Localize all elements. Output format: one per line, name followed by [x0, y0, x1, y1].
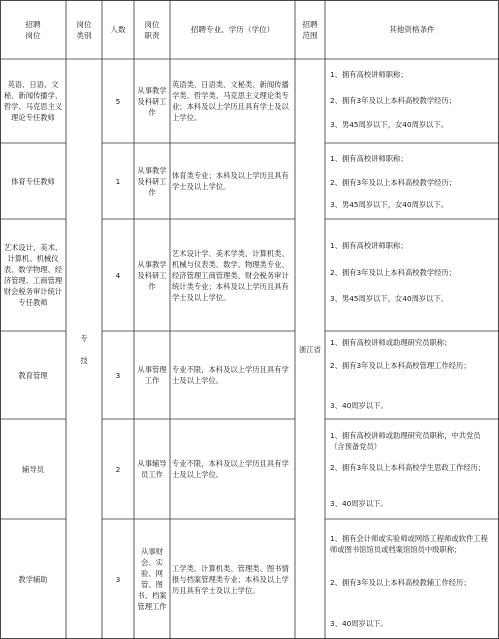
requirement-line: 3、40周岁以下。 [330, 619, 388, 628]
category-cell: 专 技 [80, 333, 88, 365]
row-duty-cell: 从事财会、实验、网管、图书、档案管理工作 [137, 547, 167, 611]
requirement-line: 2、拥有3年及以上本科高校教学经历； [330, 178, 457, 187]
requirement-line: 1、拥有会计师或实验师或网络工程师或软件工程师或图书馆馆员或档案馆馆员中级职称； [330, 534, 488, 554]
row-duty-cell: 从事管理工作 [137, 365, 167, 385]
row-major-cell: 艺术设计学、美术学类、计算机类、机械与仪表类、数学、物理类专业、经济管理工商管理类、财会税务审计统计类专业；本科及以上学历且具有学士及以上学位。 [172, 248, 289, 302]
requirement-line: 3、男45周岁以下，女40周岁以下。 [330, 120, 449, 129]
requirement-line: 3、男45周岁以下，女40周岁以下。 [330, 200, 449, 209]
requirement-line: 1、拥有高校讲师职称； [330, 154, 408, 163]
row-position-cell: 教学辅助 [18, 574, 48, 584]
header-major-education: 招聘专业、学历（学位） [190, 25, 275, 34]
requirement-line: 2、拥有3年及以上本科高校教学经历； [330, 96, 457, 105]
header-duty: 岗位 职责 [144, 19, 160, 40]
requirement-line: 3、男45周岁以下，女40周岁以下。 [330, 294, 449, 303]
scope-cell: 浙江省 [299, 344, 321, 354]
requirement-line: 2、拥有3年及以上本科高校学生思政工作经历； [330, 463, 486, 472]
row-duty-cell: 从事教学及科研工作 [137, 259, 167, 291]
row-count-cell: 5 [115, 96, 121, 106]
header-position: 招聘 岗位 [25, 19, 41, 40]
requirement-line: 1、拥有高校讲师职称； [330, 70, 408, 79]
row-count-cell: 4 [115, 270, 121, 280]
requirement-line: 1、拥有高校讲师或助理研究员职称； [330, 338, 452, 347]
row-major-cell: 专业不限，本科及以上学历且具有学士及以上学位。 [172, 365, 289, 385]
row-count-cell: 1 [115, 176, 121, 186]
row-major-cell: 专业不限，本科及以上学历且具有学士及以上学位。 [172, 459, 289, 479]
header-count: 人数 [110, 25, 126, 34]
row-position-cell: 英语、日语、文秘、新闻传播学、哲学、马克思主义理论专任教师 [3, 80, 63, 122]
requirement-line: 2、拥有3年及以上本科高校教学经历； [330, 268, 457, 277]
row-position-cell: 辅导员 [22, 464, 44, 474]
requirement-line: 1、拥有高校讲师职称； [330, 241, 408, 250]
row-major-cell: 工学类、计算机类、管理类、图书情报与档案管理类专业；本科及以上学历且具有学士及以上学位。 [172, 563, 289, 595]
requirement-line: 3、40周岁以下。 [330, 499, 388, 508]
requirement-line: 3、40周岁以下。 [330, 401, 388, 410]
row-count-cell: 3 [115, 370, 121, 380]
requirement-line: 2、拥有3年及以上本科高校管理工作经历； [330, 361, 471, 370]
row-count-cell: 3 [115, 574, 121, 584]
row-position-cell: 艺术设计、美术、计算机、机械仪表、数学物理、经济管理、工商管理财会税务审计统计专任教师 [3, 243, 63, 307]
row-major-cell: 英语类、日语类、文秘类、新闻传播学类、哲学类、马克思主义理论类专业；本科及以上学历且具有学士及以上学位。 [172, 80, 289, 122]
header-other-requirements: 其他资格条件 [389, 25, 435, 34]
header-scope: 招聘 范围 [302, 19, 318, 40]
row-major-cell: 体育类专业；本科及以上学历且具有学士及以上学位。 [172, 171, 289, 191]
header-category: 岗位 类别 [76, 19, 92, 40]
requirement-line: 2、拥有3年及以上本科高校教辅工作经历； [330, 578, 471, 587]
row-duty-cell: 从事教学及科研工作 [137, 165, 167, 197]
row-position-cell: 教育管理 [18, 370, 48, 380]
row-duty-cell: 从事教学及科研工作 [137, 85, 167, 117]
requirement-line: 1、拥有高校讲师或助理研究员职称，中共党员（含预备党员） [330, 431, 481, 451]
row-duty-cell: 从事辅导员工作 [137, 459, 167, 479]
row-position-cell: 体育专任教师 [11, 176, 55, 186]
row-count-cell: 2 [115, 464, 121, 474]
